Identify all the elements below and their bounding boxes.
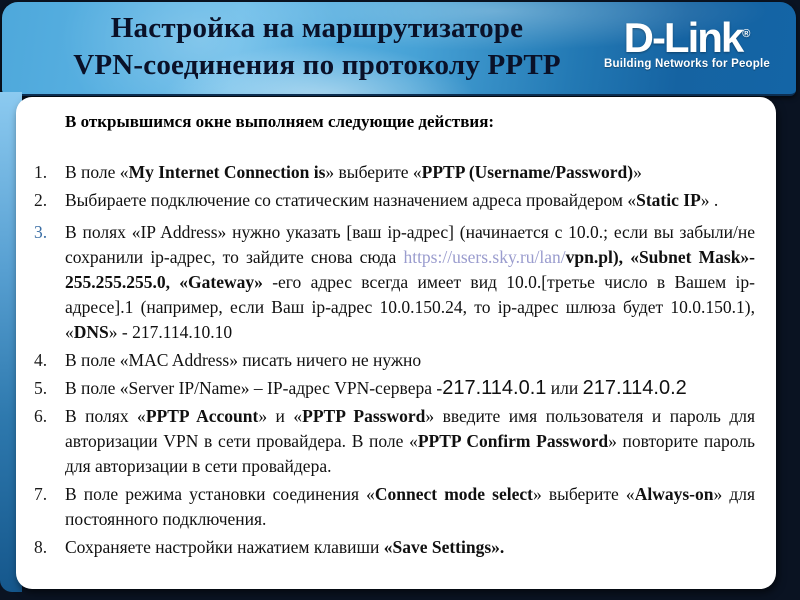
list-item: [16, 376, 776, 401]
text-run: PPTP Password: [302, 406, 426, 426]
item-text: [65, 404, 776, 479]
text-run: В полях «IP Address» нужно указать [ваш ip-адрес] (начинается с 10.0.; если вы забыли/не сохранили ip-адрес, то зайдите снова сюда: [65, 222, 755, 267]
item-text: [65, 220, 776, 345]
item-text: [65, 535, 776, 560]
text-run: DNS: [73, 322, 109, 342]
text-run: 217.114.0.2: [582, 377, 687, 399]
text-run: » и «: [258, 406, 303, 426]
list-item: [16, 482, 776, 532]
item-text: [65, 160, 776, 185]
text-run: »: [633, 162, 642, 182]
item-number: 1.: [34, 162, 48, 182]
item-number: 6.: [34, 406, 48, 426]
item-number: 7.: [34, 484, 48, 504]
item-text: [65, 188, 776, 213]
list-item: [16, 348, 776, 373]
text-run: В поле «: [65, 162, 129, 182]
registered-trademark-icon: ®: [742, 28, 751, 40]
text-run: Connect mode select: [374, 484, 533, 504]
text-run: Сохраняете настройки нажатием клавиши: [65, 537, 384, 557]
item-text: [65, 348, 776, 373]
text-run: Выбираете подключение со статическим назначением адреса провайдером «: [65, 190, 637, 210]
item-number: 2.: [34, 190, 48, 210]
text-run: PPTP Account: [145, 406, 259, 426]
item-number: 5.: [34, 378, 48, 398]
text-run: » выберите «: [532, 484, 635, 504]
text-run: vpn.pl),: [565, 247, 624, 267]
item-text: [65, 482, 776, 532]
text-run: 217.114.0.1: [442, 377, 547, 399]
text-run: «Save Settings».: [383, 537, 505, 557]
item-number: 3.: [34, 222, 48, 242]
text-run: В поле режима установки соединения «: [65, 484, 375, 504]
item-text: [65, 376, 776, 401]
text-run: Always-on: [634, 484, 714, 504]
text-run: или: [546, 378, 583, 398]
text-run: » - 217.114.10.10: [108, 322, 233, 342]
text-run: » выберите «: [325, 162, 422, 182]
text-run: My Internet Connection is: [128, 162, 326, 182]
text-run: «Subnet Mask»- 255.255.255.0, «Gateway»: [65, 247, 756, 292]
text-run: В полях «: [65, 406, 146, 426]
text-run: В поле «MAC Address» писать ничего не нужно: [65, 350, 422, 370]
dlink-logo-wordmark: D-Link®: [623, 14, 751, 61]
text-run: » введите имя пользователя и пароль для авторизации VPN в сети провайдера. В поле «: [65, 406, 756, 451]
item-number: 8.: [34, 537, 48, 557]
text-run: PPTP (Username/Password): [421, 162, 634, 182]
text-run: » .: [700, 190, 719, 210]
text-run: Static IP: [636, 190, 701, 210]
text-run: » повторите пароль для авторизации в сети провайдера.: [65, 431, 755, 476]
text-run: -его адрес всегда имеет вид 10.0.[третье число в Вашем ip-адресе].1 (например, если Ваш ip-адрес 10.0.150.24, то ip-адрес шлюза будет 10.0.150.1), «: [65, 272, 755, 342]
instruction-list: [16, 160, 776, 560]
list-item: [16, 220, 776, 345]
dlink-logo: [594, 12, 780, 70]
slide-title: [8, 10, 626, 84]
list-item: [16, 160, 776, 185]
header-banner: [2, 2, 796, 96]
item-number: 4.: [34, 350, 48, 370]
instructions-heading: В открывшимся окне выполняем следующие действия:: [65, 112, 495, 131]
text-run: PPTP Confirm Password: [417, 431, 609, 451]
list-item: [16, 535, 776, 560]
slide-title-line2: VPN-соединения по протоколу PPTP: [73, 49, 561, 81]
list-item: [16, 404, 776, 479]
text-run: » для постоянного подключения.: [65, 484, 755, 529]
text-run: В поле «Server IP/Name» – IP-адрес VPN-сервера -: [65, 378, 443, 398]
list-item: [16, 188, 776, 213]
vpn-url-link[interactable]: https://users.sky.ru/lan/: [403, 247, 566, 267]
dlink-logo-tagline: Building Networks for People: [604, 58, 770, 70]
content-panel: [16, 97, 776, 589]
slide-title-line1: Настройка на маршрутизаторе: [110, 12, 524, 44]
